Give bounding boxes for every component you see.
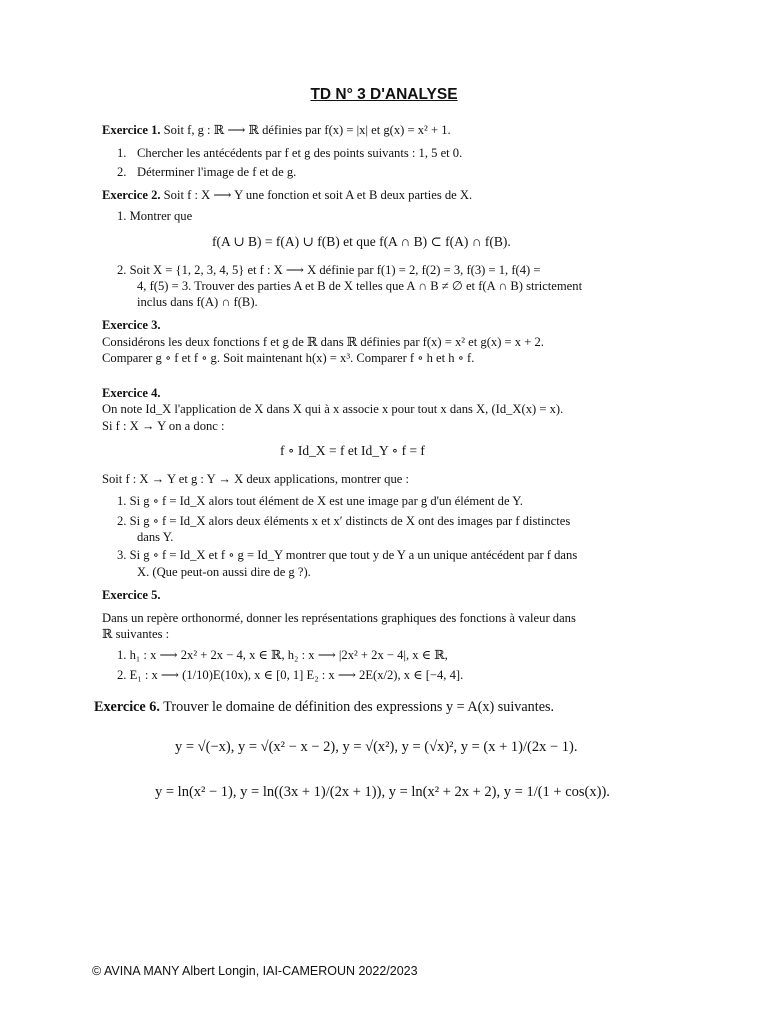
- exercise-4-item-3-line-1: 3. Si g ∘ f = Id_X et f ∘ g = Id_Y montrer que tout y de Y a un unique antécédent par f dans: [117, 548, 578, 562]
- exercise-4-item-1: 1. Si g ∘ f = Id_X alors tout élément de X est une image par g d'un élément de Y.: [117, 494, 523, 508]
- exercise-5-item-2: 2. E₁ : x ⟶ (1/10)E(10x), x ∈ [0, 1] E₂ : x ⟶ 2E(x/2), x ∈ [−4, 4].: [117, 668, 464, 682]
- exercise-1-statement: Soit f, g : ℝ ⟶ ℝ définies par f(x) = |x| et g(x) = x² + 1.: [163, 123, 451, 137]
- exercise-4-item-2-line-1: 2. Si g ∘ f = Id_X alors deux éléments x et x′ distincts de X ont des images par f distinctes: [117, 514, 571, 528]
- page-title: TD N° 3 D'ANALYSE: [310, 86, 458, 103]
- exercise-6: [94, 699, 554, 715]
- exercise-2-formula: f(A ∪ B) = f(A) ∪ f(B) et que f(A ∩ B) ⊂ f(A) ∩ f(B).: [212, 234, 511, 249]
- exercise-4-item-3-line-2: X. (Que peut-on aussi dire de g ?).: [137, 565, 311, 579]
- exercise-5-line-1: Dans un repère orthonormé, donner les représentations graphiques des fonctions à valeur dans: [102, 611, 576, 625]
- exercise-1-item-1: 1. Chercher les antécédents par f et g des points suivants : 1, 5 et 0.: [117, 146, 463, 160]
- exercise-3-line-2: Comparer g ∘ f et f ∘ g. Soit maintenant h(x) = x³. Comparer f ∘ h et h ∘ f.: [102, 351, 475, 365]
- exercise-5-heading: Exercice 5.: [102, 588, 161, 602]
- exercise-1: [102, 122, 451, 138]
- exercise-4-item-2-line-2: dans Y.: [137, 530, 174, 544]
- page-footer: © AVINA MANY Albert Longin, IAI-CAMEROUN 2022/2023: [92, 964, 418, 978]
- exercise-5-line-2: ℝ suivantes :: [102, 627, 170, 641]
- exercise-2-statement: Soit f : X ⟶ Y une fonction et soit A et B deux parties de X.: [163, 188, 473, 202]
- exercise-4-heading: Exercice 4.: [102, 386, 161, 400]
- exercise-2-item-1: 1. Montrer que: [117, 209, 193, 223]
- exercise-4-line-1: On note Id_X l'application de X dans X qui à x associe x pour tout x dans X, (Id_X(x) = x).: [102, 402, 564, 416]
- exercise-2: [102, 187, 472, 203]
- exercise-4-formula: f ∘ Id_X = f et Id_Y ∘ f = f: [280, 443, 425, 458]
- exercise-6-statement: Trouver le domaine de définition des expressions y = A(x) suivantes.: [163, 699, 555, 715]
- exercise-3-heading: Exercice 3.: [102, 318, 161, 332]
- exercise-1-heading: Exercice 1.: [102, 123, 161, 137]
- exercise-6-formulas-row-2: y = ln(x² − 1), y = ln((3x + 1)/(2x + 1)), y = ln(x² + 2x + 2), y = 1/(1 + cos(x)).: [155, 784, 610, 800]
- exercise-2-item-2-line-2: 4, f(5) = 3. Trouver des parties A et B de X telles que A ∩ B ≠ ∅ et f(A ∩ B) strictement: [137, 279, 583, 293]
- exercise-2-heading: Exercice 2.: [102, 188, 161, 202]
- exercise-2-item-2-line-1: 2. Soit X = {1, 2, 3, 4, 5} et f : X ⟶ X définie par f(1) = 2, f(2) = 3, f(3) = 1, f(4) =: [117, 263, 541, 277]
- exercise-1-item-2: 2. Déterminer l'image de f et de g.: [117, 165, 297, 179]
- exercise-3-line-1: Considérons les deux fonctions f et g de ℝ dans ℝ définies par f(x) = x² et g(x) = x + 2.: [102, 335, 544, 349]
- exercise-6-formulas-row-1: y = √(−x), y = √(x² − x − 2), y = √(x²), y = (√x)², y = (x + 1)/(2x − 1).: [175, 739, 578, 755]
- exercise-5-item-1: 1. h₁ : x ⟶ 2x² + 2x − 4, x ∈ ℝ, h₂ : x ⟶ |2x² + 2x − 4|, x ∈ ℝ,: [117, 648, 448, 662]
- exercise-2-item-2-line-3: inclus dans f(A) ∩ f(B).: [137, 295, 258, 309]
- exercise-4-line-3: Soit f : X → Y et g : Y → X deux applications, montrer que :: [102, 472, 409, 486]
- exercise-4-line-2: Si f : X → Y on a donc :: [102, 419, 225, 433]
- exercise-6-heading: Exercice 6.: [94, 699, 160, 715]
